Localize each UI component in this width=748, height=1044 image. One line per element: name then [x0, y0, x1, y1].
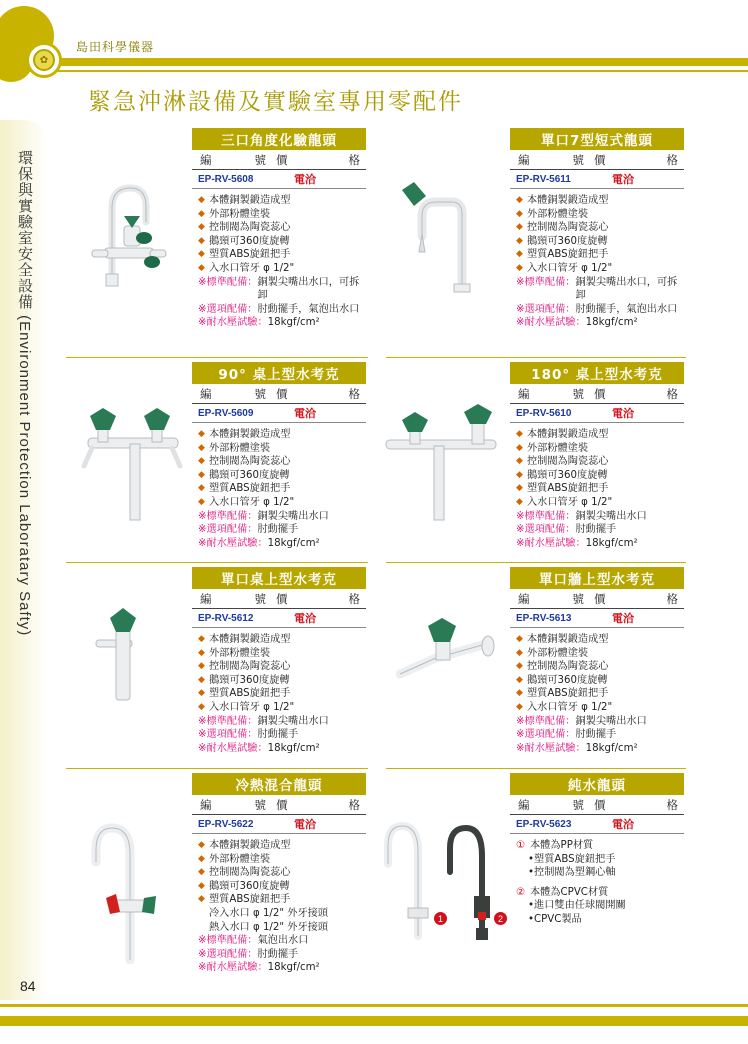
spec-item: ◆ 鵝頸可360度旋轉	[516, 674, 608, 686]
spec-item: ◆ 本體銅製鍛造成型	[516, 634, 609, 645]
spec-list	[192, 423, 366, 550]
product-code-row	[510, 815, 684, 834]
option-item: ※耐水壓試驗： 18kgf/cm²	[516, 317, 638, 329]
option-item: ※標準配備： 銅製尖嘴出水口	[198, 715, 329, 727]
spec-item: ◆ 本體銅製鍛造成型	[198, 634, 291, 645]
header-rule	[30, 58, 748, 66]
spec-item: ◆ 控制閥為陶瓷蕊心	[516, 456, 609, 468]
product-panel	[510, 773, 684, 927]
spec-item: ◆ 外部粉體塗裝	[198, 647, 271, 659]
spec-sub-item: 熱入水口 φ 1/2" 外牙接頭	[209, 921, 329, 933]
diamond-bullet-icon: ◆	[516, 483, 523, 494]
diamond-bullet-icon: ◆	[198, 840, 205, 850]
option-item: ※耐水壓試驗： 18kgf/cm²	[198, 317, 320, 329]
price: 電洽	[612, 173, 634, 186]
diamond-bullet-icon: ◆	[198, 469, 205, 480]
option-item: ※標準配備： 銅製尖嘴出水口	[516, 510, 647, 522]
product-title: 單口7型短式龍頭	[510, 128, 684, 150]
row-divider	[386, 562, 686, 563]
table-header: 編 號 價 格	[510, 795, 684, 815]
footer-rule	[0, 1016, 748, 1026]
option-item: ※標準配備： 銅製尖嘴出水口，可拆卸	[516, 276, 678, 302]
spec-item: ◆ 入水口管牙 φ 1/2"	[198, 262, 295, 274]
price: 電洽	[294, 407, 316, 420]
spec-item: ◆ 外部粉體塗裝	[516, 208, 589, 220]
spec-list	[510, 628, 684, 755]
page-number: 84	[20, 978, 36, 994]
spec-item: ◆ 鵝頸可360度旋轉	[516, 235, 608, 247]
diamond-bullet-icon: ◆	[516, 674, 523, 685]
diamond-bullet-icon: ◆	[198, 634, 205, 644]
option-item: ※選項配備： 肘動擺手	[516, 729, 617, 741]
spec-item: ◆ 塑質ABS旋鈕把手	[198, 483, 291, 495]
row-divider	[66, 562, 368, 563]
diamond-bullet-icon: ◆	[198, 208, 205, 219]
product-panel	[510, 128, 684, 330]
product-image	[380, 404, 500, 524]
product-code-row	[192, 609, 366, 628]
row-divider	[66, 768, 368, 769]
spec-item: ◆ 本體銅製鍛造成型	[198, 195, 291, 206]
section-label: 環保與實驗室安全設備 (Environment Protection Laboratary Safty)	[16, 150, 33, 637]
diamond-bullet-icon: ◆	[516, 456, 523, 467]
diamond-bullet-icon: ◆	[198, 894, 205, 905]
spec-item: ◆ 控制閥為陶瓷蕊心	[198, 222, 291, 234]
product-code-row	[510, 404, 684, 423]
header-rule	[30, 70, 748, 72]
diamond-bullet-icon: ◆	[198, 867, 205, 878]
diamond-bullet-icon: ◆	[516, 249, 523, 260]
spec-item: ◆ 鵝頸可360度旋轉	[198, 674, 290, 686]
product-panel	[510, 362, 684, 550]
spec-item: ◆ 鵝頸可360度旋轉	[516, 469, 608, 481]
spec-list	[192, 189, 366, 330]
table-header: 編 號 價 格	[510, 589, 684, 609]
product-panel	[510, 567, 684, 755]
spec-item: ◆ 控制閥為陶瓷蕊心	[198, 661, 291, 673]
option-item: ※耐水壓試驗： 18kgf/cm²	[198, 537, 320, 549]
material-feature: •控制閥為塑鋼心軸	[528, 867, 616, 879]
product-title: 180° 桌上型水考克	[510, 362, 684, 384]
spec-item: ◆ 塑質ABS旋鈕把手	[516, 483, 609, 495]
model-number: EP-RV-5612	[198, 612, 254, 624]
price: 電洽	[294, 173, 316, 186]
spec-item: ◆ 外部粉體塗裝	[516, 647, 589, 659]
spec-item: ◆ 入水口管牙 φ 1/2"	[516, 496, 613, 508]
spec-list	[192, 628, 366, 755]
spec-item: ◆ 本體銅製鍛造成型	[516, 429, 609, 440]
option-item: ※耐水壓試驗： 18kgf/cm²	[516, 537, 638, 549]
table-header: 編 號 價 格	[192, 589, 366, 609]
spec-item: ◆ 鵝頸可360度旋轉	[198, 880, 290, 892]
spec-item: ◆ 入水口管牙 φ 1/2"	[198, 701, 295, 713]
option-item: ※耐水壓試驗： 18kgf/cm²	[198, 742, 320, 754]
model-number: EP-RV-5611	[516, 173, 571, 185]
product-code-row	[510, 170, 684, 189]
product-title: 90° 桌上型水考克	[192, 362, 366, 384]
material-group: ② 本體為CPVC材質	[516, 886, 609, 898]
product-panel	[192, 128, 366, 330]
option-item: ※選項配備： 肘動擺手，氣泡出水口	[198, 303, 360, 315]
diamond-bullet-icon: ◆	[516, 647, 523, 658]
option-item: ※選項配備： 肘動擺手	[198, 729, 299, 741]
spec-item: ◆ 塑質ABS旋鈕把手	[198, 688, 291, 700]
product-image	[84, 178, 184, 288]
spec-item: ◆ 塑質ABS旋鈕把手	[198, 249, 291, 261]
table-header: 編 號 價 格	[510, 384, 684, 404]
material-group: ① 本體為PP材質	[516, 840, 594, 851]
spec-item: ◆ 控制閥為陶瓷蕊心	[516, 222, 609, 234]
product-image	[76, 404, 188, 524]
diamond-bullet-icon: ◆	[198, 249, 205, 260]
diamond-bullet-icon: ◆	[516, 235, 523, 246]
spec-item: ◆ 鵝頸可360度旋轉	[198, 469, 290, 481]
product-title: 純水龍頭	[510, 773, 684, 795]
product-image	[86, 814, 186, 964]
spec-item: ◆ 入水口管牙 φ 1/2"	[198, 496, 295, 508]
spec-item: ◆ 控制閥為陶瓷蕊心	[198, 867, 291, 879]
product-title: 單口牆上型水考克	[510, 567, 684, 589]
price: 電洽	[612, 407, 634, 420]
diamond-bullet-icon: ◆	[516, 222, 523, 233]
product-code-row	[192, 170, 366, 189]
spec-list	[510, 189, 684, 330]
model-number: EP-RV-5608	[198, 173, 254, 185]
spec-list	[192, 834, 366, 975]
product-title: 三口角度化驗龍頭	[192, 128, 366, 150]
diamond-bullet-icon: ◆	[516, 429, 523, 439]
spec-item: ◆ 塑質ABS旋鈕把手	[198, 894, 291, 906]
diamond-bullet-icon: ◆	[198, 853, 205, 864]
spec-item: ◆ 本體銅製鍛造成型	[516, 195, 609, 206]
row-divider	[386, 768, 686, 769]
product-panel	[192, 567, 366, 755]
diamond-bullet-icon: ◆	[516, 469, 523, 480]
model-number: EP-RV-5622	[198, 818, 254, 830]
spec-item: ◆ 外部粉體塗裝	[198, 208, 271, 220]
diamond-bullet-icon: ◆	[198, 496, 205, 507]
spec-item: ◆ 外部粉體塗裝	[516, 442, 589, 454]
price: 電洽	[612, 612, 634, 625]
spec-item: ◆ 鵝頸可360度旋轉	[198, 235, 290, 247]
spec-list	[510, 423, 684, 550]
spec-item: ◆ 本體銅製鍛造成型	[198, 429, 291, 440]
option-item: ※標準配備： 銅製尖嘴出水口	[516, 715, 647, 727]
company-logo: ✿	[26, 42, 62, 78]
table-header: 編 號 價 格	[192, 795, 366, 815]
option-item: ※標準配備： 氣泡出水口	[198, 935, 309, 947]
option-item: ※選項配備： 肘動擺手，氣泡出水口	[516, 303, 678, 315]
diamond-bullet-icon: ◆	[198, 701, 205, 712]
option-item: ※耐水壓試驗： 18kgf/cm²	[516, 742, 638, 754]
table-header: 編 號 價 格	[510, 150, 684, 170]
diamond-bullet-icon: ◆	[198, 456, 205, 467]
product-panel	[192, 362, 366, 550]
spec-item: ◆ 塑質ABS旋鈕把手	[516, 249, 609, 261]
product-code-row	[192, 815, 366, 834]
diamond-bullet-icon: ◆	[198, 262, 205, 273]
diamond-bullet-icon: ◆	[198, 661, 205, 672]
product-image	[90, 604, 180, 704]
price: 電洽	[612, 818, 634, 831]
diamond-bullet-icon: ◆	[516, 442, 523, 453]
diamond-bullet-icon: ◆	[198, 647, 205, 658]
diamond-bullet-icon: ◆	[516, 262, 523, 273]
spec-item: ◆ 控制閥為陶瓷蕊心	[198, 456, 291, 468]
spec-item: ◆ 外部粉體塗裝	[198, 853, 271, 865]
row-divider	[66, 357, 368, 358]
spec-item: ◆ 入水口管牙 φ 1/2"	[516, 262, 613, 274]
model-number: EP-RV-5609	[198, 407, 254, 419]
product-title: 冷熱混合龍頭	[192, 773, 366, 795]
material-feature: •CPVC製品	[528, 913, 582, 925]
diamond-bullet-icon: ◆	[198, 674, 205, 685]
diamond-bullet-icon: ◆	[198, 222, 205, 233]
price: 電洽	[294, 818, 316, 831]
diamond-bullet-icon: ◆	[516, 195, 523, 205]
spec-sub-item: 冷入水口 φ 1/2" 外牙接頭	[209, 907, 329, 919]
table-header: 編 號 價 格	[192, 150, 366, 170]
footer-rule	[0, 1004, 748, 1007]
spec-item: ◆ 入水口管牙 φ 1/2"	[516, 701, 613, 713]
table-header: 編 號 價 格	[192, 384, 366, 404]
spec-item: ◆ 塑質ABS旋鈕把手	[516, 688, 609, 700]
model-number: EP-RV-5610	[516, 407, 572, 419]
spec-item: ◆ 控制閥為陶瓷蕊心	[516, 661, 609, 673]
option-item: ※選項配備： 肘動擺手	[516, 524, 617, 536]
diamond-bullet-icon: ◆	[198, 235, 205, 246]
product-code-row	[510, 609, 684, 628]
diamond-bullet-icon: ◆	[516, 701, 523, 712]
diamond-bullet-icon: ◆	[198, 483, 205, 494]
image-marker: 1	[434, 912, 447, 925]
diamond-bullet-icon: ◆	[198, 429, 205, 439]
spec-list	[510, 834, 684, 927]
product-panel	[192, 773, 366, 975]
material-feature: •塑質ABS旋鈕把手	[528, 853, 616, 865]
option-item: ※標準配備： 銅製尖嘴出水口，可拆卸	[198, 276, 360, 302]
diamond-bullet-icon: ◆	[516, 688, 523, 699]
option-item: ※選項配備： 肘動擺手	[198, 948, 299, 960]
page-title: 緊急沖淋設備及實驗室專用零配件	[88, 89, 463, 115]
price: 電洽	[294, 612, 316, 625]
brand-name: 島田科學儀器	[76, 40, 155, 54]
product-image	[396, 618, 500, 688]
product-title: 單口桌上型水考克	[192, 567, 366, 589]
diamond-bullet-icon: ◆	[516, 496, 523, 507]
spec-item: ◆ 外部粉體塗裝	[198, 442, 271, 454]
model-number: EP-RV-5613	[516, 612, 572, 624]
option-item: ※標準配備： 銅製尖嘴出水口	[198, 510, 329, 522]
spec-item: ◆ 本體銅製鍛造成型	[198, 840, 291, 851]
diamond-bullet-icon: ◆	[516, 634, 523, 644]
product-image	[392, 176, 482, 296]
diamond-bullet-icon: ◆	[198, 442, 205, 453]
diamond-bullet-icon: ◆	[198, 688, 205, 699]
product-image	[384, 816, 514, 966]
product-code-row	[192, 404, 366, 423]
diamond-bullet-icon: ◆	[198, 880, 205, 891]
option-item: ※選項配備： 肘動擺手	[198, 524, 299, 536]
material-feature: •進口雙由任球閥開關	[528, 900, 626, 912]
row-divider	[386, 357, 686, 358]
diamond-bullet-icon: ◆	[516, 208, 523, 219]
diamond-bullet-icon: ◆	[516, 661, 523, 672]
diamond-bullet-icon: ◆	[198, 195, 205, 205]
model-number: EP-RV-5623	[516, 818, 572, 830]
option-item: ※耐水壓試驗： 18kgf/cm²	[198, 962, 320, 974]
image-marker: 2	[494, 912, 507, 925]
